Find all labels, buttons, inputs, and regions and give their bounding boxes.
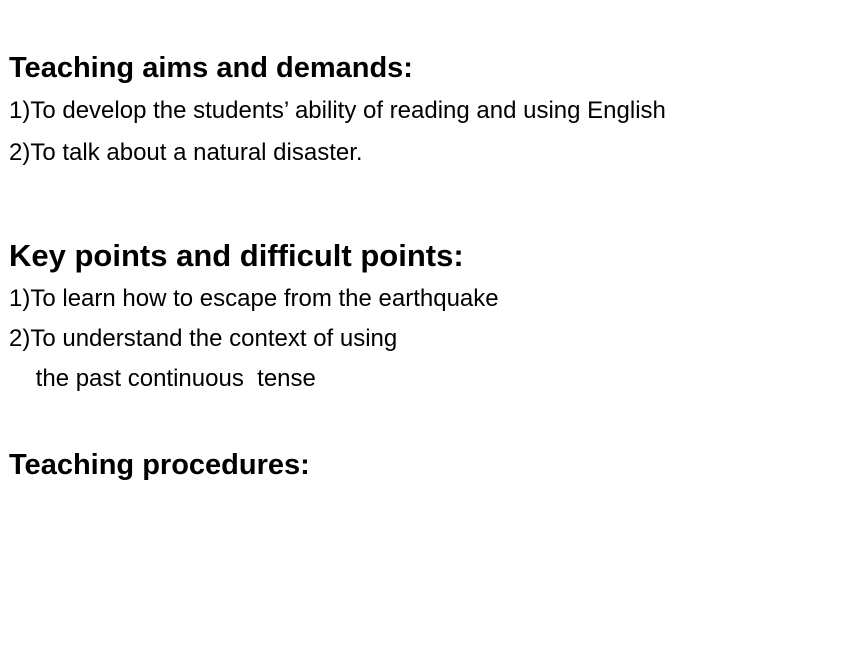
list-item: 2)To talk about a natural disaster. [9,139,363,166]
list-item: 2)To understand the context of using [9,325,398,352]
list-item: 1)To develop the students’ ability of reading and using English [9,97,666,124]
section-heading-teaching-procedures: Teaching procedures: [9,449,310,481]
list-item: 1)To learn how to escape from the earthquake [9,285,499,312]
section-heading-key-points: Key points and difficult points: [9,238,464,273]
list-item-continuation: the past continuous tense [9,365,316,392]
section-heading-teaching-aims: Teaching aims and demands: [9,52,413,84]
